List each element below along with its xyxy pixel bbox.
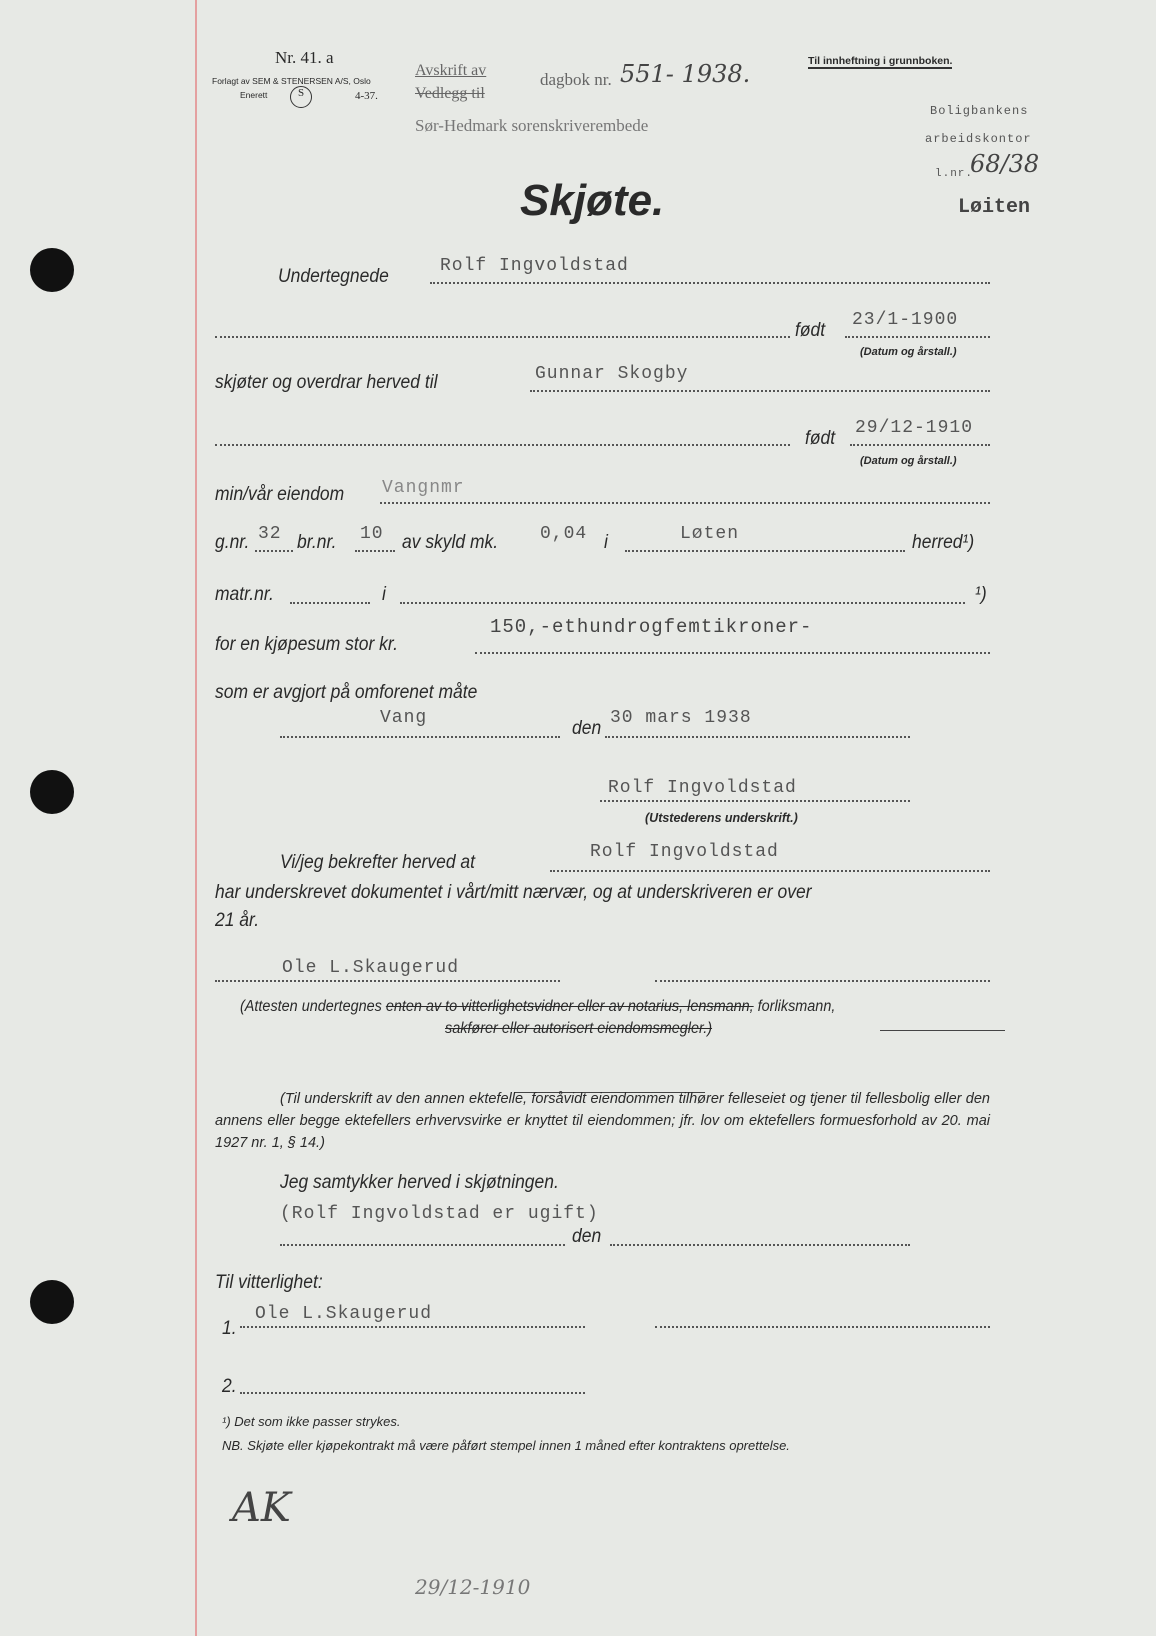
witness2-label: 2. bbox=[222, 1376, 237, 1397]
herred-label: herred¹) bbox=[912, 532, 975, 553]
fodt-label: født bbox=[805, 428, 836, 449]
den-label: den bbox=[572, 1226, 602, 1247]
issuer-note: (Utstederens underskrift.) bbox=[645, 811, 798, 825]
form-number: Nr. 41. a bbox=[275, 48, 334, 67]
den-label: den bbox=[572, 718, 602, 739]
innheftning-label: Til innheftning i grunnboken. bbox=[808, 55, 953, 67]
matr-footnote-mark: ¹) bbox=[975, 584, 987, 605]
stamp-place: Løiten bbox=[958, 196, 1031, 219]
document-title: Skjøte. bbox=[520, 176, 665, 225]
undertegnede-value: Rolf Ingvoldstad bbox=[440, 256, 629, 276]
ar-line: 21 år. bbox=[215, 910, 260, 931]
samtykke-label: Jeg samtykker herved i skjøtningen. bbox=[280, 1172, 559, 1193]
rule bbox=[880, 1030, 1005, 1031]
dagbok-number: 551- 1938. bbox=[620, 60, 751, 88]
witness1-label: 1. bbox=[222, 1318, 237, 1339]
stamp-lnr-value: 68/38 bbox=[970, 150, 1040, 178]
footnote: ¹) Det som ikke passer strykes. bbox=[222, 1414, 401, 1429]
stamp-line2: arbeidskontor bbox=[925, 132, 1032, 146]
gnr-label: g.nr. bbox=[215, 532, 250, 553]
punch-hole bbox=[30, 770, 74, 814]
datum-note: (Datum og årstall.) bbox=[860, 455, 957, 467]
handwritten-date: 29/12-1910 bbox=[415, 1575, 531, 1599]
fodt-label: født bbox=[795, 320, 826, 341]
stamp-line1: Boligbankens bbox=[930, 104, 1029, 118]
punch-hole bbox=[30, 1280, 74, 1324]
enerett: Enerett bbox=[240, 90, 268, 100]
herred-value: Løten bbox=[680, 524, 740, 544]
vitterlighet-label: Til vitterlighet: bbox=[215, 1272, 323, 1293]
attest-text: forliksmann, bbox=[753, 998, 836, 1015]
attest-struck: enten av to vitterlighetsvidner eller av notarius, lensmann, bbox=[385, 998, 754, 1015]
avskrift-label: Avskrift av bbox=[415, 62, 487, 79]
buyer-value: Gunnar Skogby bbox=[535, 364, 689, 384]
undertegnede-label: Undertegnede bbox=[278, 266, 389, 287]
matr-i-label: i bbox=[382, 584, 386, 605]
punch-hole bbox=[30, 248, 74, 292]
attest-struck-line2: sakfører eller autorisert eiendomsmegler.) bbox=[445, 1020, 713, 1037]
office-name: Sør-Hedmark sorenskriverembede bbox=[415, 116, 649, 135]
eiendom-label: min/vår eiendom bbox=[215, 484, 345, 505]
kjopesum-value: 150,-ethundrogfemtikroner- bbox=[490, 616, 813, 638]
handwritten-initials: AK bbox=[232, 1485, 291, 1531]
underskrevet-line: har underskrevet dokumentet i vårt/mitt nærvær, og at underskriveren er over bbox=[215, 882, 812, 903]
avgjort-label: som er avgjort på omforenet måte bbox=[215, 682, 478, 703]
bekrefter-value: Rolf Ingvoldstad bbox=[590, 842, 779, 862]
skyld-value: 0,04 bbox=[540, 524, 588, 544]
skyld-label: av skyld mk. bbox=[402, 532, 499, 553]
matr-label: matr.nr. bbox=[215, 584, 274, 605]
witness-signature: Ole L.Skaugerud bbox=[282, 958, 460, 978]
dagbok-label: dagbok nr. bbox=[540, 70, 612, 89]
i-label: i bbox=[604, 532, 608, 553]
gnr-value: 32 bbox=[258, 524, 282, 544]
spouse-note: (Til underskrift av den annen ektefelle, forsåvidt eiendommen tilhører felleseiet og tjener til fellesbolig eller den annens eller begge ektefellers erhvervsvirke er knyttet til eiendommen; jfr. lov om ektefellers formuesforhold av 20. mai 1927 nr. 1, § 14.) bbox=[215, 1091, 990, 1151]
bekrefter-label: Vi/jeg bekrefter herved at bbox=[280, 852, 475, 873]
margin-line bbox=[195, 0, 197, 1636]
fodt2-value: 29/12-1910 bbox=[855, 418, 974, 438]
brnr-label: br.nr. bbox=[297, 532, 337, 553]
nb-note: NB. Skjøte eller kjøpekontrakt må være påført stempel innen 1 måned efter kontraktens oprettelse. bbox=[222, 1438, 790, 1453]
datum-note: (Datum og årstall.) bbox=[860, 346, 957, 358]
brnr-value: 10 bbox=[360, 524, 384, 544]
fodt1-value: 23/1-1900 bbox=[852, 310, 959, 330]
witness1-value: Ole L.Skaugerud bbox=[255, 1304, 433, 1324]
form-date: 4-37. bbox=[355, 90, 378, 102]
attest-line1 bbox=[240, 998, 835, 1016]
kjopesum-label: for en kjøpesum stor kr. bbox=[215, 634, 398, 655]
vedlegg-label: Vedlegg til bbox=[415, 85, 485, 102]
attest-text: (Attesten undertegnes bbox=[240, 998, 386, 1015]
publisher: Forlagt av SEM & STENERSEN A/S, Oslo bbox=[212, 76, 371, 86]
publisher-logo: S bbox=[290, 86, 312, 108]
skjoter-label: skjøter og overdrar herved til bbox=[215, 372, 438, 393]
date-value: 30 mars 1938 bbox=[610, 708, 752, 728]
place-value: Vang bbox=[380, 708, 428, 728]
eiendom-value: Vangnmr bbox=[382, 478, 465, 498]
stamp-lnr: l.nr. bbox=[935, 168, 974, 180]
samtykke-value: (Rolf Ingvoldstad er ugift) bbox=[280, 1204, 599, 1224]
issuer-signature: Rolf Ingvoldstad bbox=[608, 778, 797, 798]
